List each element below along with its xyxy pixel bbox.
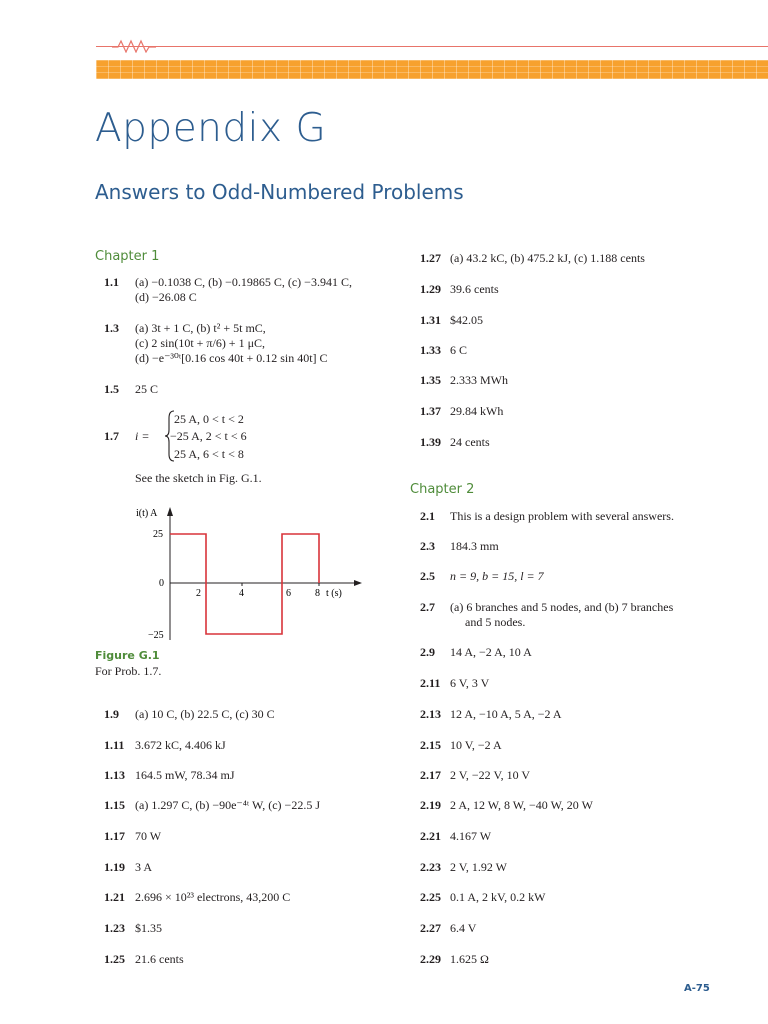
x-tick-label: 8 (315, 588, 320, 599)
figure-caption: Figure G.1 (95, 649, 160, 662)
header-rule (96, 46, 768, 47)
y-axis-label: i(t) A (136, 508, 158, 519)
page-number: A-75 (684, 983, 710, 994)
y-axis-arrow-icon (167, 507, 173, 516)
resistor-zigzag-icon (112, 39, 156, 53)
y-tick-label: −25 (148, 630, 164, 641)
page-subtitle: Answers to Odd-Numbered Problems (95, 180, 464, 204)
figure-g1 (100, 500, 380, 646)
chapter-2-heading: Chapter 2 (410, 482, 475, 497)
figure-caption-sub: For Prob. 1.7. (95, 664, 162, 678)
y-tick-label: 25 (153, 529, 163, 540)
y-tick-label: 0 (159, 578, 164, 589)
x-tick-label: 2 (196, 588, 201, 599)
answer-1-7: 1.7 i = 25 A, 0 < t < 2 −25 A, 2 < t < 6 25 A, 6 < t < 8 (104, 412, 247, 461)
x-tick-label: 6 (286, 588, 291, 599)
sketch-note: See the sketch in Fig. G.1. (135, 471, 262, 485)
page-title: Appendix G (95, 106, 327, 151)
x-tick-label: 4 (239, 588, 244, 599)
header-band (96, 60, 768, 79)
x-axis-arrow-icon (354, 580, 362, 586)
x-axis-label: t (s) (326, 588, 342, 599)
chapter-1-heading: Chapter 1 (95, 249, 160, 264)
current-waveform (170, 534, 319, 634)
